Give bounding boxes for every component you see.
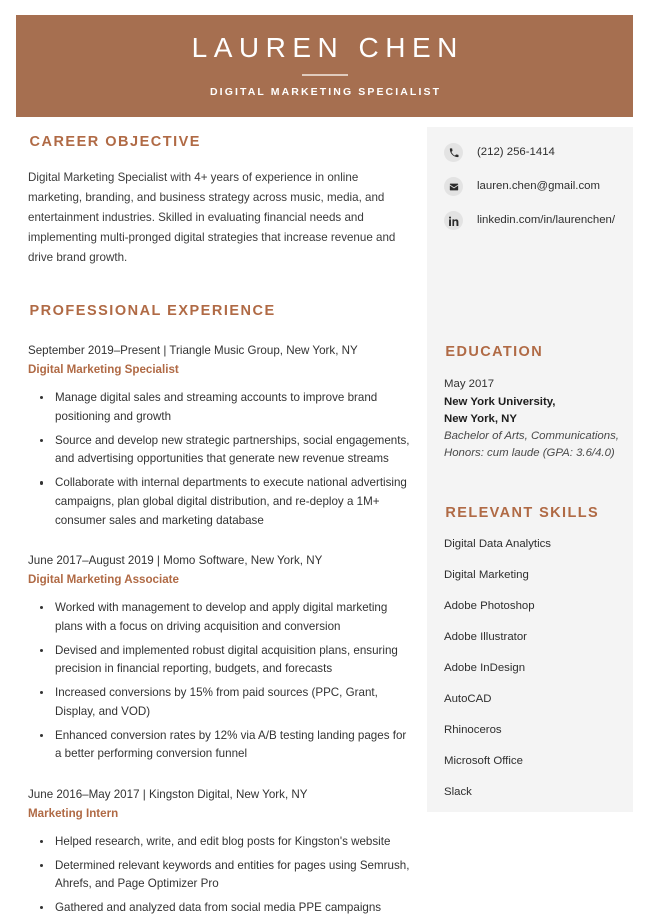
- phone-icon: [444, 143, 463, 162]
- job-bullet: Helped research, write, and edit blog posts for Kingston's website: [28, 833, 410, 852]
- job-bullet: Devised and implemented robust digital acquisition plans, ensuring precision in financial reporting, budgets, and forecasts: [28, 642, 410, 680]
- main-column: [28, 134, 410, 918]
- contact-row-email[interactable]: [444, 177, 630, 196]
- job-meta: June 2017–August 2019 | Momo Software, New York, NY: [28, 554, 323, 568]
- skill-item: Microsoft Office: [444, 755, 523, 768]
- job-bullet: Source and develop new strategic partnerships, social engagements, and advertising opportunities that generate new revenue streams: [28, 432, 410, 470]
- relevant-skills-heading: RELEVANT SKILLS: [445, 504, 600, 521]
- candidate-tagline: DIGITAL MARKETING SPECIALIST: [210, 86, 442, 99]
- education-section: [444, 344, 630, 463]
- contact-list: [444, 143, 630, 230]
- job-bullet: Determined relevant keywords and entities for pages using Semrush, Ahrefs, and Page Optimizer Pro: [28, 857, 410, 895]
- linkedin-value: linkedin.com/in/laurenchen/: [477, 214, 616, 227]
- candidate-name: LAUREN CHEN: [191, 32, 464, 64]
- skill-item: AutoCAD: [444, 693, 492, 706]
- job-meta: June 2016–May 2017 | Kingston Digital, New York, NY: [28, 788, 308, 802]
- skill-item: Adobe Photoshop: [444, 600, 535, 613]
- experience-entry: [28, 552, 410, 764]
- professional-experience-heading: PROFESSIONAL EXPERIENCE: [29, 303, 276, 320]
- job-bullet: Collaborate with internal departments to execute national advertising campaigns, plan global digital distribution, and re-deploy a 1M+ consumer sales and marketing database: [28, 474, 410, 530]
- job-bullet: Manage digital sales and streaming accounts to improve brand positioning and growth: [28, 389, 410, 427]
- experience-entry: [28, 342, 410, 530]
- education-degree-line-2: Honors: cum laude (GPA: 3.6/4.0): [444, 447, 615, 460]
- skill-item: Rhinoceros: [444, 724, 502, 737]
- contact-row-phone[interactable]: [444, 143, 630, 162]
- career-objective-heading: CAREER OBJECTIVE: [29, 134, 201, 150]
- skill-item: Digital Data Analytics: [444, 538, 551, 551]
- email-icon: [444, 177, 463, 196]
- job-bullet: Gathered and analyzed data from social media PPE campaigns: [28, 899, 410, 918]
- skill-item: Digital Marketing: [444, 569, 529, 582]
- education-heading: EDUCATION: [445, 344, 544, 360]
- career-objective-text: Digital Marketing Specialist with 4+ years of experience in online marketing, branding, and business strategy across music, media, and entertainment industries. Skilled in evaluating financial needs and implementing multi-pronged digital strategies that increase revenue and drive brand growth.: [28, 171, 396, 265]
- job-title: Digital Marketing Associate: [28, 573, 179, 587]
- job-bullet-list: [28, 389, 410, 530]
- name-divider: [302, 74, 348, 76]
- skill-item: Adobe Illustrator: [444, 631, 527, 644]
- job-bullet: Enhanced conversion rates by 12% via A/B testing landing pages for a better performing conversion funnel: [28, 727, 410, 765]
- skills-section: [444, 505, 630, 800]
- education-school-line-2: New York, NY: [444, 412, 518, 425]
- header-banner: [16, 15, 633, 117]
- linkedin-icon: [444, 211, 463, 230]
- education-degree-line-1: Bachelor of Arts, Communications,: [444, 430, 619, 443]
- job-bullet-list: [28, 833, 410, 918]
- contact-row-linkedin[interactable]: [444, 211, 630, 230]
- phone-value: (212) 256-1414: [477, 146, 555, 159]
- education-date: May 2017: [444, 378, 495, 391]
- job-bullet: Increased conversions by 15% from paid sources (PPC, Grant, Display, and VOD): [28, 684, 410, 722]
- job-bullet: Worked with management to develop and apply digital marketing plans with a focus on driving acquisition and conversion: [28, 599, 410, 637]
- sidebar-column: [444, 127, 630, 800]
- job-title: Marketing Intern: [28, 807, 119, 821]
- job-bullet-list: [28, 599, 410, 764]
- job-meta: September 2019–Present | Triangle Music Group, New York, NY: [28, 344, 358, 358]
- skill-item: Adobe InDesign: [444, 662, 526, 675]
- skills-list: [444, 537, 630, 800]
- experience-entry: [28, 786, 410, 918]
- email-value: lauren.chen@gmail.com: [477, 180, 600, 193]
- skill-item: Slack: [444, 786, 472, 799]
- job-title: Digital Marketing Specialist: [28, 363, 179, 377]
- education-school-line-1: New York University,: [444, 395, 556, 408]
